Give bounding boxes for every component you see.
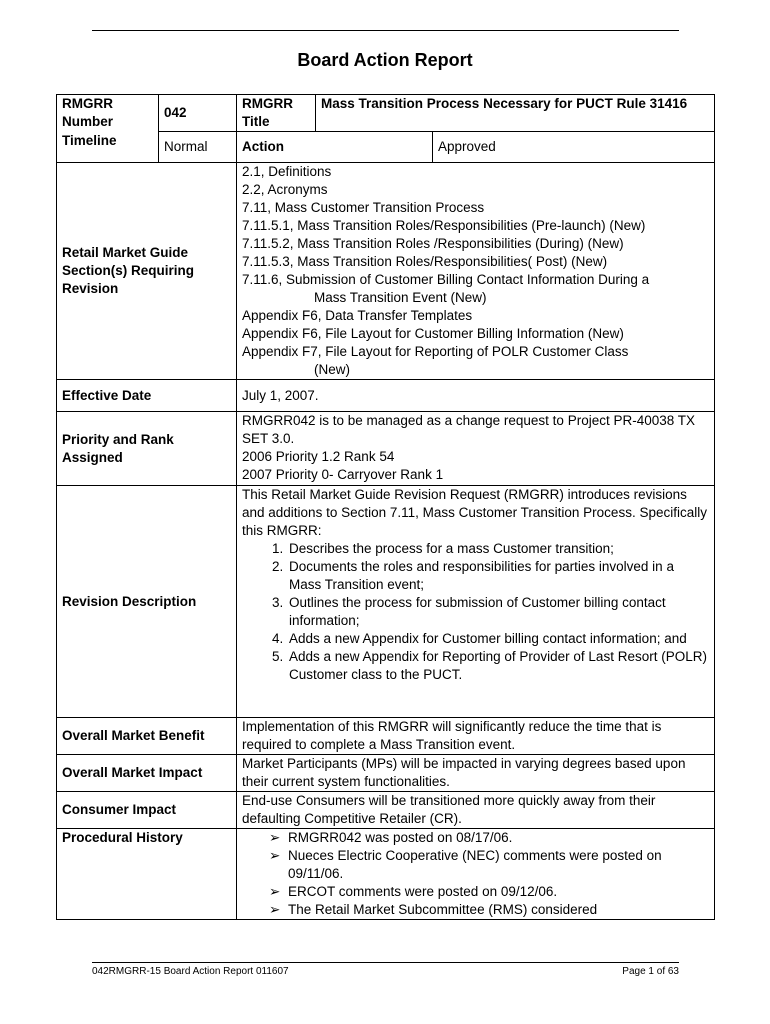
timeline-row bbox=[57, 132, 715, 163]
section-line: 7.11.6, Submission of Customer Billing Contact Information During a bbox=[242, 272, 650, 287]
footer-rule bbox=[92, 962, 679, 963]
revision-intro: This Retail Market Guide Revision Request (RMGRR) introduces revisions and additions to Section 7.11, Mass Customer Transition Process. Specifically this RMGRR: bbox=[242, 487, 707, 538]
impact-label: Overall Market Impact bbox=[57, 755, 237, 792]
revision-item: 2. Documents the roles and responsibilities for parties involved in a Mass Transition event; bbox=[287, 558, 709, 594]
benefit-value: Implementation of this RMGRR will significantly reduce the time that is required to complete a Mass Transition event. bbox=[237, 718, 715, 755]
arrow-bullet-icon: ➢ bbox=[269, 902, 281, 917]
revision-item: 5. Adds a new Appendix for Reporting of Provider of Last Resort (POLR) Customer class to the PUCT. bbox=[287, 648, 709, 684]
history-item: ➢ Nueces Electric Cooperative (NEC) comments were posted on 09/11/06. bbox=[269, 848, 662, 881]
effective-date-value: July 1, 2007. bbox=[237, 380, 715, 412]
section-line: 2.1, Definitions bbox=[242, 164, 332, 179]
section-line: Appendix F6, Data Transfer Templates bbox=[242, 308, 473, 323]
benefit-row bbox=[57, 718, 715, 755]
priority-line: 2007 Priority 0- Carryover Rank 1 bbox=[242, 467, 444, 482]
header-rule bbox=[92, 30, 679, 31]
arrow-bullet-icon: ➢ bbox=[269, 830, 281, 845]
priority-line: RMGRR042 is to be managed as a change request to Project PR-40038 TX SET 3.0. bbox=[242, 413, 696, 446]
rmgrr-number-label: RMGRR Number bbox=[57, 95, 159, 132]
benefit-label: Overall Market Benefit bbox=[57, 718, 237, 755]
impact-value: Market Participants (MPs) will be impacted in varying degrees based upon their current system functionalities. bbox=[237, 755, 715, 792]
section-line: Appendix F7, File Layout for Reporting of POLR Customer Class bbox=[242, 344, 629, 359]
timeline-value: Normal bbox=[159, 132, 237, 163]
section-line: Mass Transition Event (New) bbox=[314, 290, 487, 305]
rmgrr-title-label: RMGRR Title bbox=[237, 95, 316, 132]
history-item: ➢ ERCOT comments were posted on 09/12/06. bbox=[269, 884, 558, 899]
page-title: Board Action Report bbox=[297, 50, 473, 70]
section-line: 7.11, Mass Customer Transition Process bbox=[242, 200, 485, 215]
sections-row bbox=[57, 163, 715, 380]
section-line: 2.2, Acronyms bbox=[242, 182, 328, 197]
sections-list bbox=[237, 163, 715, 380]
history-row bbox=[57, 829, 715, 920]
revision-item: 1. Describes the process for a mass Customer transition; bbox=[287, 540, 709, 558]
revision-row bbox=[57, 486, 715, 718]
action-label: Action bbox=[237, 132, 433, 163]
consumer-value: End-use Consumers will be transitioned more quickly away from their defaulting Competitive Retailer (CR). bbox=[237, 792, 715, 829]
history-list bbox=[242, 829, 709, 919]
revision-item: 3. Outlines the process for submission of Customer billing contact information; bbox=[287, 594, 709, 630]
impact-row bbox=[57, 755, 715, 792]
revision-item: 4. Adds a new Appendix for Customer billing contact information; and bbox=[287, 630, 709, 648]
history-label: Procedural History bbox=[57, 829, 237, 920]
header-row bbox=[57, 95, 715, 132]
history-item: ➢ The Retail Market Subcommittee (RMS) considered bbox=[269, 902, 598, 917]
footer-doc-id: 042RMGRR-15 Board Action Report 011607 bbox=[92, 966, 289, 977]
report-table bbox=[56, 94, 715, 920]
revision-description bbox=[237, 486, 715, 718]
revision-list bbox=[242, 540, 709, 684]
timeline-label: Timeline bbox=[57, 132, 159, 163]
arrow-bullet-icon: ➢ bbox=[269, 884, 281, 899]
consumer-label: Consumer Impact bbox=[57, 792, 237, 829]
section-line: 7.11.5.2, Mass Transition Roles /Responsibilities (During) (New) bbox=[242, 236, 624, 251]
effective-date-label: Effective Date bbox=[57, 380, 237, 412]
revision-label: Revision Description bbox=[57, 486, 237, 718]
history-item: ➢ RMGRR042 was posted on 08/17/06. bbox=[269, 830, 513, 845]
priority-values bbox=[237, 412, 715, 486]
consumer-row bbox=[57, 792, 715, 829]
priority-label: Priority and Rank Assigned bbox=[57, 412, 237, 486]
arrow-bullet-icon: ➢ bbox=[269, 848, 281, 863]
section-line: (New) bbox=[314, 362, 350, 377]
effective-row bbox=[57, 380, 715, 412]
action-value: Approved bbox=[433, 132, 715, 163]
sections-label: Retail Market Guide Section(s) Requiring Revision bbox=[57, 163, 237, 380]
rmgrr-number-value: 042 bbox=[159, 95, 237, 132]
history-list-cell bbox=[237, 829, 715, 920]
rmgrr-title-value: Mass Transition Process Necessary for PUCT Rule 31416 bbox=[316, 95, 715, 132]
section-line: 7.11.5.1, Mass Transition Roles/Responsibilities (Pre-launch) (New) bbox=[242, 218, 646, 233]
section-line: Appendix F6, File Layout for Customer Billing Information (New) bbox=[242, 326, 624, 341]
priority-row bbox=[57, 412, 715, 486]
section-line: 7.11.5.3, Mass Transition Roles/Responsibilities( Post) (New) bbox=[242, 254, 608, 269]
footer-page-number: Page 1 of 63 bbox=[622, 966, 679, 977]
priority-line: 2006 Priority 1.2 Rank 54 bbox=[242, 449, 395, 464]
